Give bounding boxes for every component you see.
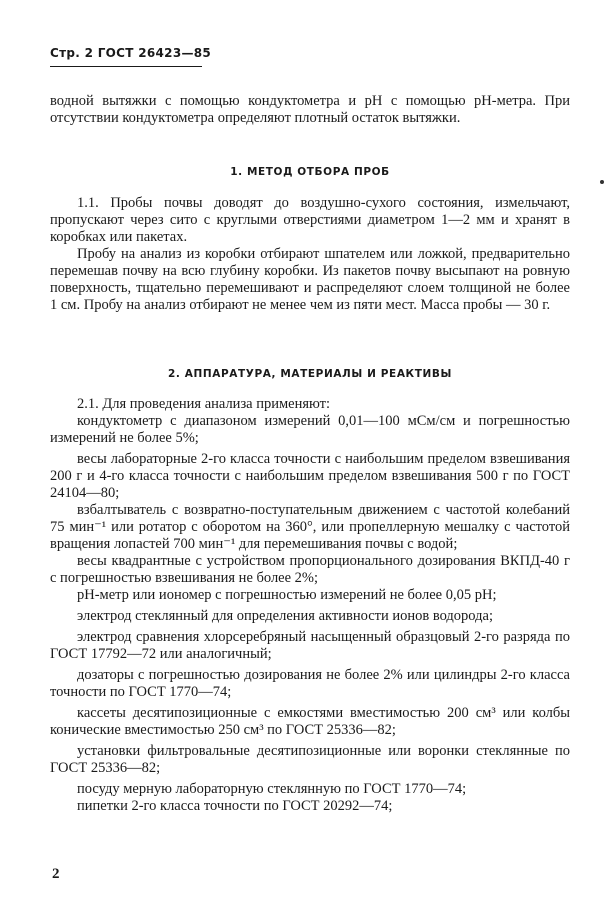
section-1: [50, 164, 570, 314]
list-item: кондуктометр с диапазоном измерений 0,01—100 мСм/см и погрешностью измерений не более 5%;: [50, 413, 570, 446]
list-item: установки фильтровальные десятипозиционные или воронки стеклянные по ГОСТ 25336—82;: [50, 743, 570, 776]
list-item: кассеты десятипозиционные с емкостями вместимостью 200 см³ или колбы конические вместимостью 250 см³ по ГОСТ 25336—82;: [50, 705, 570, 738]
list-item: рН-метр или иономер с погрешностью измерений не более 0,05 рН;: [77, 587, 497, 603]
header-rule: [50, 66, 202, 67]
list-item: весы квадрантные с устройством пропорционального дозирования ВКПД-40 г с погрешностью взвешивания не более 2%;: [50, 553, 570, 586]
section-2-heading: 2. АППАРАТУРА, МАТЕРИАЛЫ И РЕАКТИВЫ: [168, 368, 452, 380]
paragraph-2-1: 2.1. Для проведения анализа применяют:: [77, 396, 331, 412]
list-item: посуду мерную лабораторную стеклянную по ГОСТ 1770—74;: [77, 781, 467, 797]
list-item: электрод стеклянный для определения активности ионов водорода;: [77, 608, 493, 624]
paragraph-1-1: 1.1. Пробы почвы доводят до воздушно-сухого состояния, измельчают, пропускают через сито с круглыми отверстиями диаметром 1—2 мм и хранят в коробках или пакетах.: [50, 195, 570, 245]
intro-block: [50, 93, 570, 127]
paragraph-sampling: Пробу на анализ из коробки отбирают шпателем или ложкой, предварительно перемешав почву на всю глубину коробки. Из пакетов почву высыпают на ровную поверхность, тщательно перемешивают и распределяют слоем толщиной не более 1 см. Пробу на анализ отбирают не менее чем из пяти мест. Масса пробы — 30 г.: [50, 246, 570, 313]
list-item: пипетки 2-го класса точности по ГОСТ 20292—74;: [77, 798, 393, 814]
page-number: 2: [52, 866, 60, 882]
list-item: электрод сравнения хлорсеребряный насыщенный образцовый 2-го разряда по ГОСТ 17792—72 или аналогичный;: [50, 629, 570, 662]
list-item: взбалтыватель с возвратно-поступательным движением с частотой колебаний 75 мин⁻¹ или ротатор с оборотом на 360°, или пропеллерную мешалку с частотой вращения лопастей 700 мин⁻¹ для перемешивания почвы с водой;: [50, 502, 570, 552]
section-1-heading: 1. МЕТОД ОТБОРА ПРОБ: [230, 166, 390, 178]
section-2: [50, 366, 570, 815]
list-item: дозаторы с погрешностью дозирования не более 2% или цилиндры 2-го класса точности по ГОСТ 1770—74;: [50, 667, 570, 700]
list-item: весы лабораторные 2-го класса точности с наибольшим пределом взвешивания 200 г и 4-го класса точности с наибольшим пределом взвешивания 500 г по ГОСТ 24104—80;: [50, 451, 570, 501]
running-header: Стр. 2 ГОСТ 26423—85: [50, 46, 212, 60]
margin-speck: [600, 180, 604, 184]
intro-paragraph: водной вытяжки с помощью кондуктометра и рН с помощью рН-метра. При отсутствии кондуктометра определяют плотный остаток вытяжки.: [50, 93, 570, 126]
